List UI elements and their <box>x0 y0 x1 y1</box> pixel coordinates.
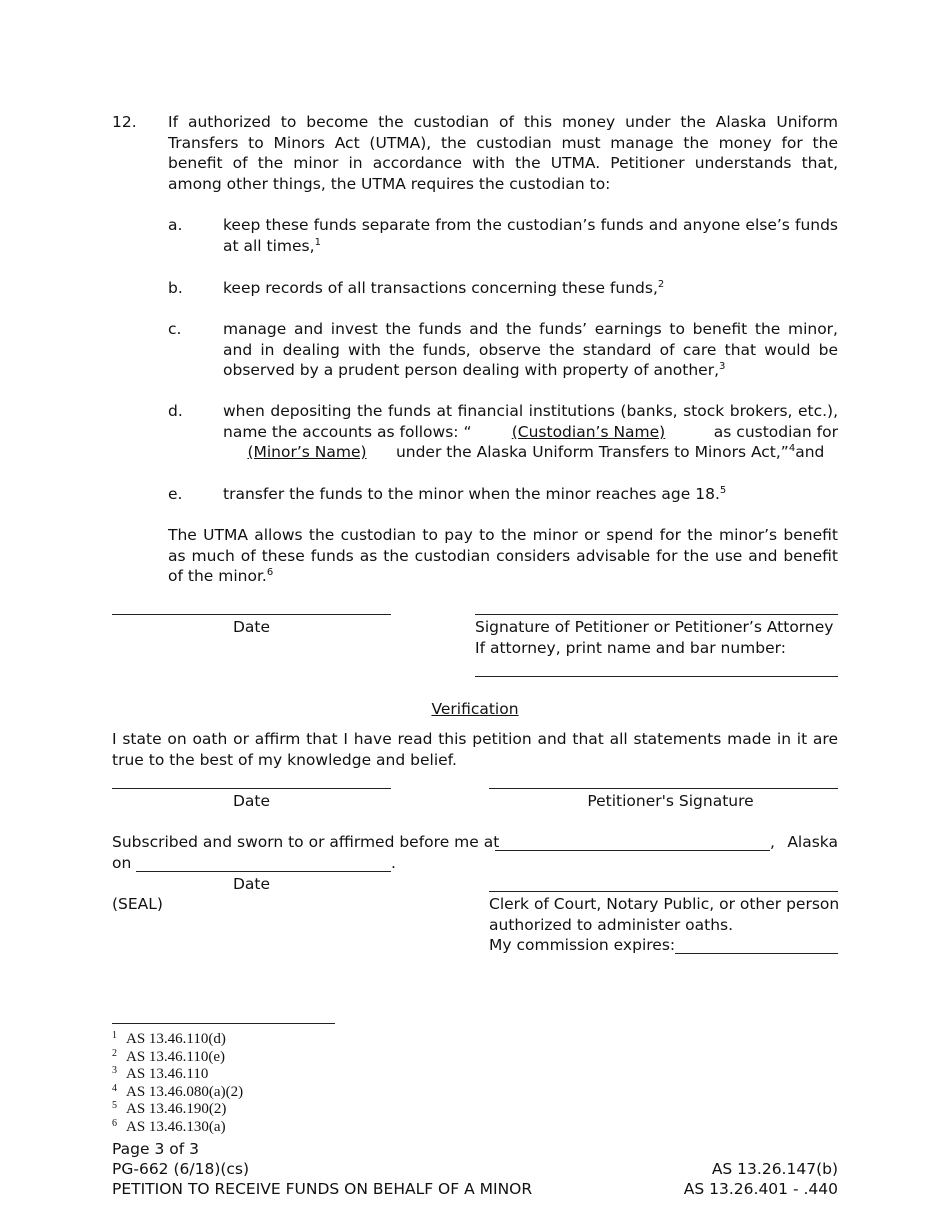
footnotes-list <box>112 1031 243 1136</box>
minor-name-blank: (Minor’s Name) <box>247 443 367 461</box>
footnote-ref: 2 <box>657 279 665 290</box>
attorney-name-bar-line[interactable] <box>475 676 838 677</box>
sworn-date-line[interactable] <box>136 871 391 872</box>
footnote-ref: 1 <box>314 236 321 248</box>
list-item-c: manage and invest the funds and the funds’ earnings to benefit the minor, and in dealing with the funds, observe the standard of care that would be observed by a prudent person dealing with property of another,$^3$ <box>223 320 838 379</box>
footnote: $^1$ AS 13.46.110(d) <box>112 1030 226 1047</box>
list-letter-b: b. <box>168 279 183 297</box>
verification-heading: Verification <box>431 700 519 718</box>
utma-closing-paragraph: The UTMA allows the custodian to pay to the minor or spend for the minor’s benefit as much of these funds as the custodian considers advisable for the use and benefit of the minor.$^6$ <box>168 526 838 585</box>
footnote: $^5$ AS 13.46.190(2) <box>112 1100 227 1117</box>
list-item-d-line2: name the accounts as follows: “ (Custodian’s Name) as custodian for <box>223 423 838 441</box>
seal-label: (SEAL) <box>112 895 163 913</box>
on-label: on <box>112 854 132 872</box>
list-item-d-line1: when depositing the funds at financial institutions (banks, stock brokers, etc.), <box>223 402 838 420</box>
sworn-statement: Subscribed and sworn to or affirmed before me at <box>112 833 500 851</box>
sworn-date-label: Date <box>232 875 271 893</box>
attorney-label: If attorney, print name and bar number: <box>475 639 786 657</box>
commission-expires-line[interactable] <box>675 953 838 954</box>
sworn-comma: , <box>770 833 775 851</box>
on-period: . <box>391 854 396 872</box>
list-letter-e: e. <box>168 485 183 503</box>
verification-date-line[interactable] <box>112 788 391 789</box>
petitioner-signature-line[interactable] <box>475 614 838 615</box>
sworn-state: Alaska <box>787 833 838 851</box>
statute-ref-2: AS 13.26.401 - .440 <box>683 1180 838 1198</box>
sworn-location-line[interactable] <box>495 850 770 851</box>
verification-statement: I state on oath or affirm that I have read this petition and that all statements made in it are true to the best of my knowledge and belief. <box>112 730 838 769</box>
list-letter-a: a. <box>168 216 183 234</box>
clerk-signature-line[interactable] <box>489 891 838 892</box>
list-item-e: transfer the funds to the minor when the minor reaches age 18.$^5$ <box>223 485 727 503</box>
form-title: PETITION TO RECEIVE FUNDS ON BEHALF OF A MINOR <box>112 1180 533 1198</box>
list-letter-d: d. <box>168 402 183 420</box>
footnote-ref: 5 <box>719 485 727 496</box>
footnote-ref: 6 <box>266 567 274 578</box>
clerk-label-line2: authorized to administer oaths. <box>489 916 734 934</box>
page-number: Page 3 of 3 <box>112 1140 199 1158</box>
footnote-ref: 4 <box>788 443 796 454</box>
statute-ref-1: AS 13.26.147(b) <box>711 1160 838 1178</box>
date-label: Date <box>232 618 271 636</box>
commission-expires-label: My commission expires: <box>489 936 676 954</box>
footnote-separator <box>112 1023 335 1024</box>
custodian-name-blank: (Custodian’s Name) <box>511 423 666 441</box>
list-item-a: keep these funds separate from the custodian’s funds and anyone else’s funds at all times,$^1$ <box>223 216 838 255</box>
item-intro: If authorized to become the custodian of this money under the Alaska Uniform Transfers to Minors Act (UTMA), the custodian must manage the money for the benefit of the minor in accordance with the UTMA. Petitioner understands that, among other things, the UTMA requires the custodian to: <box>168 113 838 193</box>
list-item-b: keep records of all transactions concerning these funds,$^2$ <box>223 279 665 297</box>
list-letter-c: c. <box>168 320 182 338</box>
footnote: $^2$ AS 13.46.110(e) <box>112 1047 226 1065</box>
date-signature-line[interactable] <box>112 614 391 615</box>
clerk-label-line1: Clerk of Court, Notary Public, or other person <box>489 895 840 913</box>
footnote: $^3$ AS 13.46.110 <box>112 1065 209 1082</box>
signature-label: Signature of Petitioner or Petitioner’s Attorney <box>475 618 834 636</box>
footnote: $^6$ AS 13.46.130(a) <box>112 1117 226 1135</box>
footnote: $^4$ AS 13.46.080(a)(2) <box>112 1082 244 1100</box>
item-number: 12. <box>112 113 137 131</box>
petitioner-signature-label: Petitioner's Signature <box>587 792 754 810</box>
footnote-ref: 3 <box>719 361 726 372</box>
form-code: PG-662 (6/18)(cs) <box>112 1160 250 1178</box>
verification-date-label: Date <box>232 792 271 810</box>
petitioner-verification-signature-line[interactable] <box>489 788 838 789</box>
list-item-d-line3: (Minor’s Name) under the Alaska Uniform Transfers to Minors Act,”$^4$and <box>223 442 838 463</box>
